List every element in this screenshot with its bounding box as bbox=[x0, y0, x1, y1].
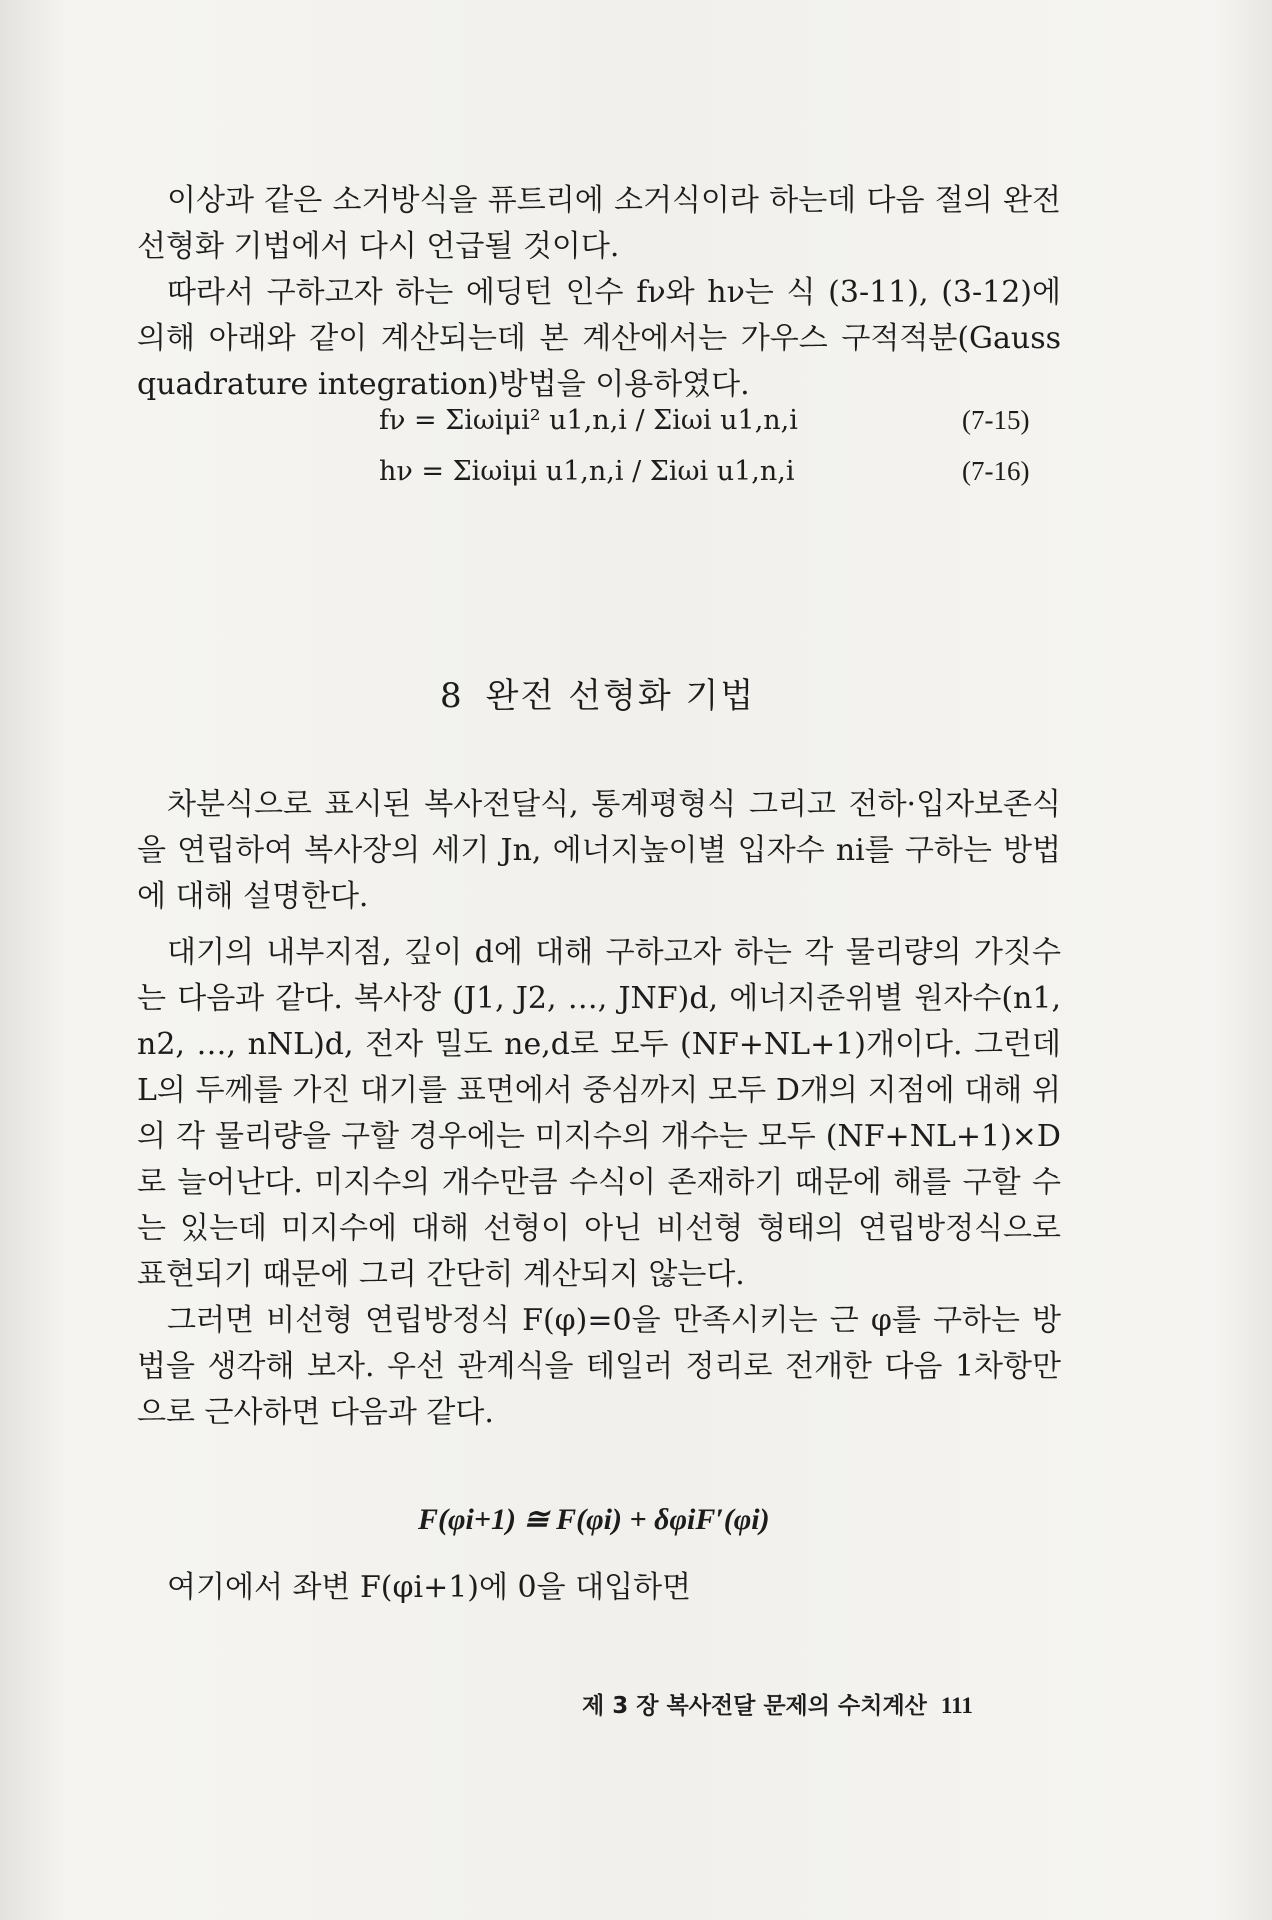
equation-taylor: F(φi+1) ≅ F(φi) + δφiF′(φi) bbox=[418, 1503, 770, 1536]
paragraph-2: 따라서 구하고자 하는 에딩턴 인수 fν와 hν는 식 (3-11), (3-12)에 의해 아래와 같이 계산되는데 본 계산에서는 가우스 구적적분(Gauss quadrature integration)방법을 이용하였다. bbox=[137, 275, 1061, 402]
equation-number: (7-15) bbox=[962, 405, 1030, 435]
page-shadow-right bbox=[1212, 0, 1272, 1920]
text-block-middle bbox=[137, 782, 1061, 1436]
section-heading bbox=[440, 668, 755, 717]
paragraph-4: 대기의 내부지점, 깊이 d에 대해 구하고자 하는 각 물리량의 가짓수는 다음과 같다. 복사장 (J1, J2, …, JNF)d, 에너지준위별 원자수(n1, n2, …, nNL)d, 전자 밀도 ne,d로 모두 (NF+NL+1)개이다. 그런데 L의 두께를 가진 대기를 표면에서 중심까지 모두 D개의 지점에 대해 위의 각 물리량을 구할 경우에는 미지수의 개수는 모두 (NF+NL+1)×D로 늘어난다. 미지수의 개수만큼 수식이 존재하기 때문에 해를 구할 수는 있는데 미지수에 대해 선형이 아닌 비선형 형태의 연립방정식으로 표현되기 때문에 그리 간단히 계산되지 않는다. bbox=[137, 935, 1061, 1292]
paragraph-5: 그러면 비선형 연립방정식 F(φ)=0을 만족시키는 근 φ를 구하는 방법을 생각해 보자. 우선 관계식을 테일러 정리로 전개한 다음 1차항만으로 근사하면 다음과 같다. bbox=[137, 1303, 1061, 1430]
page-shadow-left bbox=[0, 0, 70, 1920]
equation-expression: hν = Σiωiμi u1,n,i / Σiωi u1,n,i bbox=[379, 456, 795, 487]
paragraph-6: 여기에서 좌변 F(φi+1)에 0을 대입하면 bbox=[167, 1570, 692, 1605]
page-number: 111 bbox=[940, 1693, 973, 1718]
equation-number: (7-16) bbox=[962, 456, 1030, 486]
equation-7-15 bbox=[0, 405, 1272, 445]
section-number: 8 bbox=[440, 676, 464, 716]
page-footer bbox=[582, 1687, 973, 1720]
equation-7-16 bbox=[0, 456, 1272, 496]
running-footer: 제 3 장 복사전달 문제의 수치계산 bbox=[582, 1693, 927, 1719]
paragraph-1: 이상과 같은 소거방식을 퓨트리에 소거식이라 하는데 다음 절의 완전 선형화 기법에서 다시 언급될 것이다. bbox=[137, 183, 1061, 264]
text-block-bottom bbox=[137, 1565, 1061, 1611]
section-title: 완전 선형화 기법 bbox=[485, 676, 756, 716]
text-block-top bbox=[137, 178, 1061, 408]
paragraph-3: 차분식으로 표시된 복사전달식, 통계평형식 그리고 전하·입자보존식을 연립하여 복사장의 세기 Jn, 에너지높이별 입자수 ni를 구하는 방법에 대해 설명한다. bbox=[137, 787, 1061, 914]
equation-expression: fν = Σiωiμi² u1,n,i / Σiωi u1,n,i bbox=[379, 405, 798, 436]
